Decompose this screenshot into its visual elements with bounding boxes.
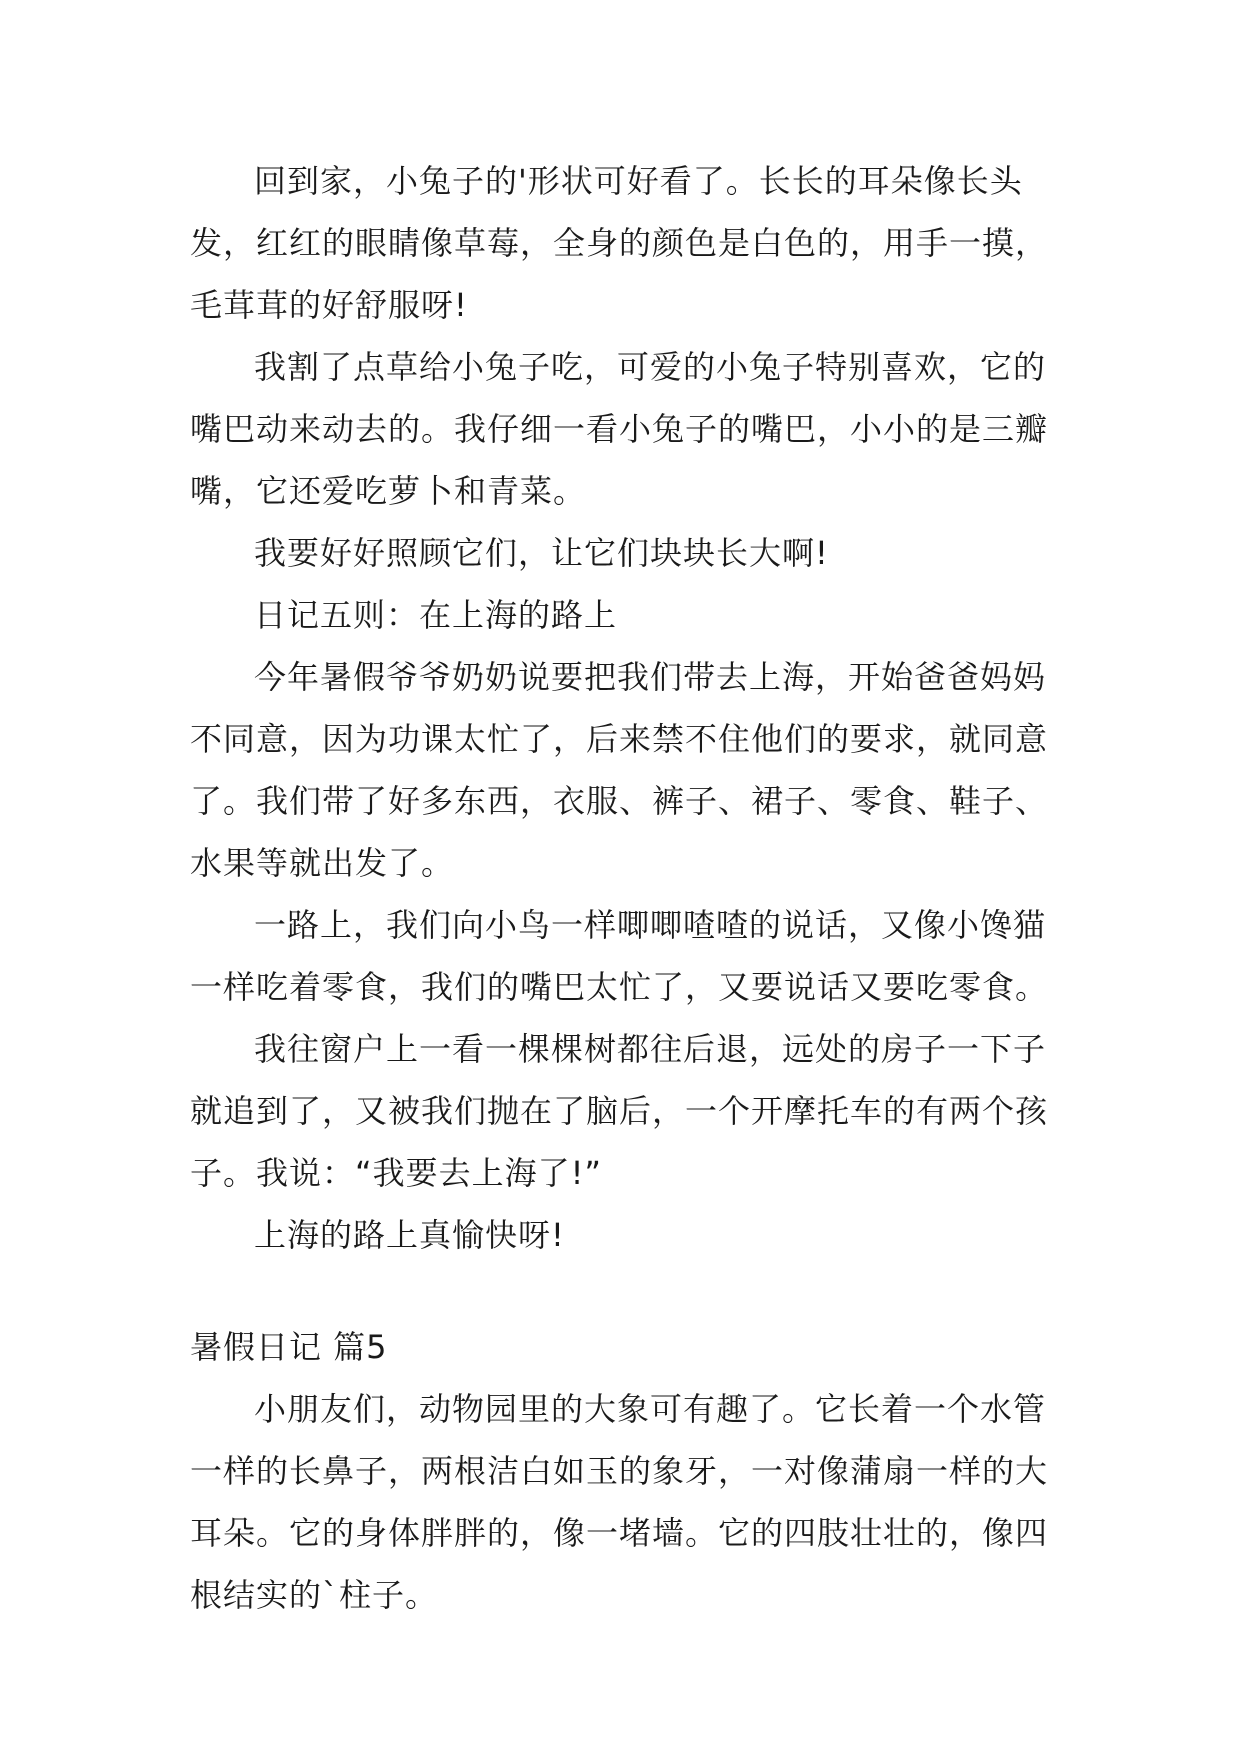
paragraph-diary-title: 日记五则：在上海的路上 xyxy=(254,596,618,634)
section-heading: 暑假日记 篇5 xyxy=(190,1328,388,1366)
document-body xyxy=(190,150,1060,1626)
paragraph-elephant: 小朋友们，动物园里的大象可有趣了。它长着一个水管一样的长鼻子，两根洁白如玉的象牙，一对像蒲扇一样的大耳朵。它的身体胖胖的，像一堵墙。它的四肢壮壮的，像四根结实的`柱子。 xyxy=(190,1390,1049,1614)
paragraph-take-care: 我要好好照顾它们，让它们块块长大啊! xyxy=(254,534,829,572)
paragraph-window-view: 我往窗户上一看一棵棵树都往后退，远处的房子一下子就追到了，又被我们抛在了脑后，一个开摩托车的有两个孩子。我说：“我要去上海了!” xyxy=(190,1030,1049,1192)
paragraph-shanghai-trip: 今年暑假爷爷奶奶说要把我们带去上海，开始爸爸妈妈不同意，因为功课太忙了，后来禁不住他们的要求，就同意了。我们带了好多东西，衣服、裤子、裙子、零食、鞋子、水果等就出发了。 xyxy=(190,658,1049,882)
paragraph-happy-road: 上海的路上真愉快呀! xyxy=(254,1216,565,1254)
paragraph-rabbit-eating: 我割了点草给小兔子吃，可爱的小兔子特别喜欢，它的嘴巴动来动去的。我仔细一看小兔子的嘴巴，小小的是三瓣嘴，它还爱吃萝卜和青菜。 xyxy=(190,348,1049,510)
paragraph-rabbit-appearance: 回到家，小兔子的'形状可好看了。长长的耳朵像长头发，红红的眼睛像草莓，全身的颜色是白色的，用手一摸，毛茸茸的好舒服呀! xyxy=(190,162,1049,324)
paragraph-on-the-road: 一路上，我们向小鸟一样唧唧喳喳的说话，又像小馋猫一样吃着零食，我们的嘴巴太忙了，又要说话又要吃零食。 xyxy=(190,906,1049,1006)
